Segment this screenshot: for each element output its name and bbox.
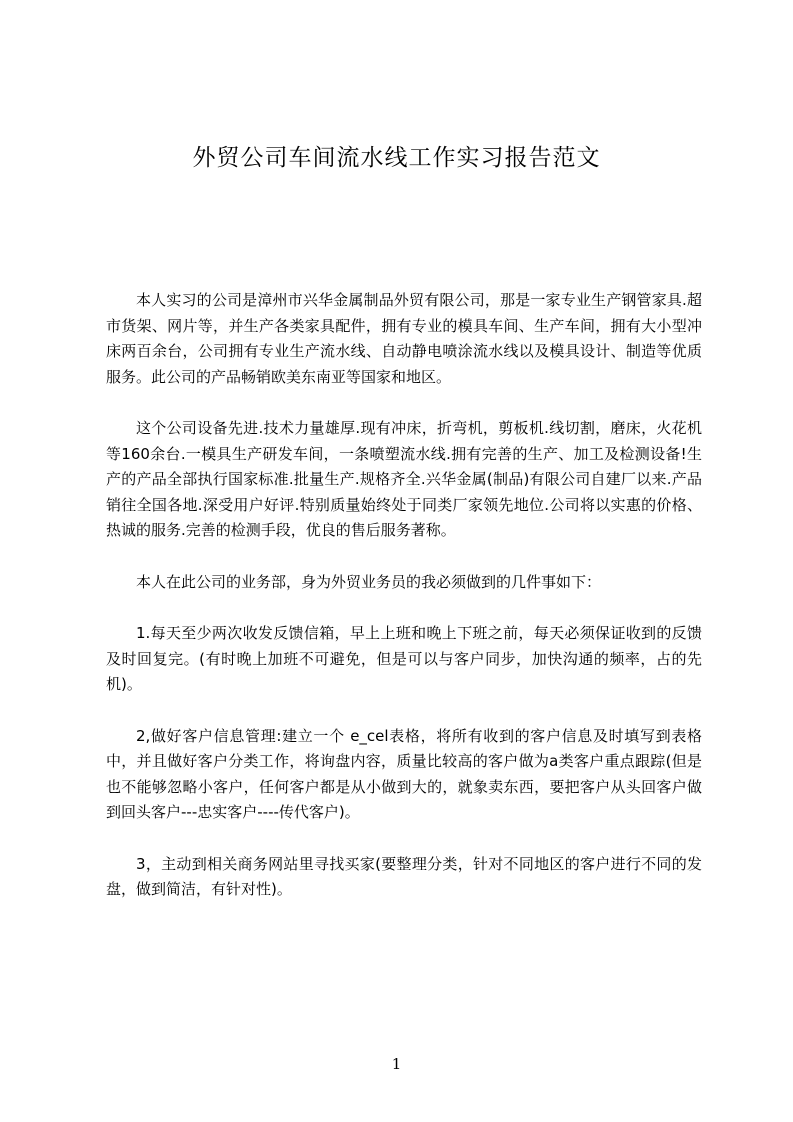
paragraph-duty-3: 3，主动到相关商务网站里寻找买家(要整理分类，针对不同地区的客户进行不同的发盘，做到简洁，有针对性)。 bbox=[106, 854, 702, 898]
document-body bbox=[106, 288, 702, 929]
paragraph-equipment: 这个公司设备先进.技术力量雄厚.现有冲床，折弯机，剪板机.线切割，磨床，火花机等160余台.一模具生产研发车间，一条喷塑流水线.拥有完善的生产、加工及检测设备!生产的产品全部执行国家标准.批量生产.规格齐全.兴华金属(制品)有限公司自建厂以来.产品销往全国各地.深受用户好评.特别质量始终处于同类厂家领先地位.公司将以实惠的价格、热诚的服务.完善的检测手段，优良的售后服务著称。 bbox=[106, 419, 702, 539]
paragraph-duty-2: 2,做好客户信息管理:建立一个 e_cel表格，将所有收到的客户信息及时填写到表格中，并且做好客户分类工作，将询盘内容，质量比较高的客户做为a类客户重点跟踪(但是也不能够忽略小客户，任何客户都是从小做到大的，就象卖东西，要把客户从头回客户做到回头客户---忠实客户----传代客户)。 bbox=[106, 726, 702, 821]
paragraph-duties-intro: 本人在此公司的业务部，身为外贸业务员的我必须做到的几件事如下： bbox=[136, 572, 602, 591]
document-title: 外贸公司车间流水线工作实习报告范文 bbox=[192, 145, 601, 171]
page-number: 1 bbox=[391, 1055, 402, 1073]
paragraph-duty-1: 1.每天至少两次收发反馈信箱，早上上班和晚上下班之前，每天必须保证收到的反馈及时回复完。(有时晚上加班不可避免，但是可以与客户同步，加快沟通的频率，占的先机)。 bbox=[106, 624, 702, 693]
paragraph-company-intro: 本人实习的公司是漳州市兴华金属制品外贸有限公司，那是一家专业生产钢管家具.超市货架、网片等，并生产各类家具配件，拥有专业的模具车间、生产车间，拥有大小型冲床两百余台，公司拥有专业生产流水线、自动静电喷涂流水线以及模具设计、制造等优质服务。此公司的产品畅销欧美东南亚等国家和地区。 bbox=[106, 291, 702, 386]
